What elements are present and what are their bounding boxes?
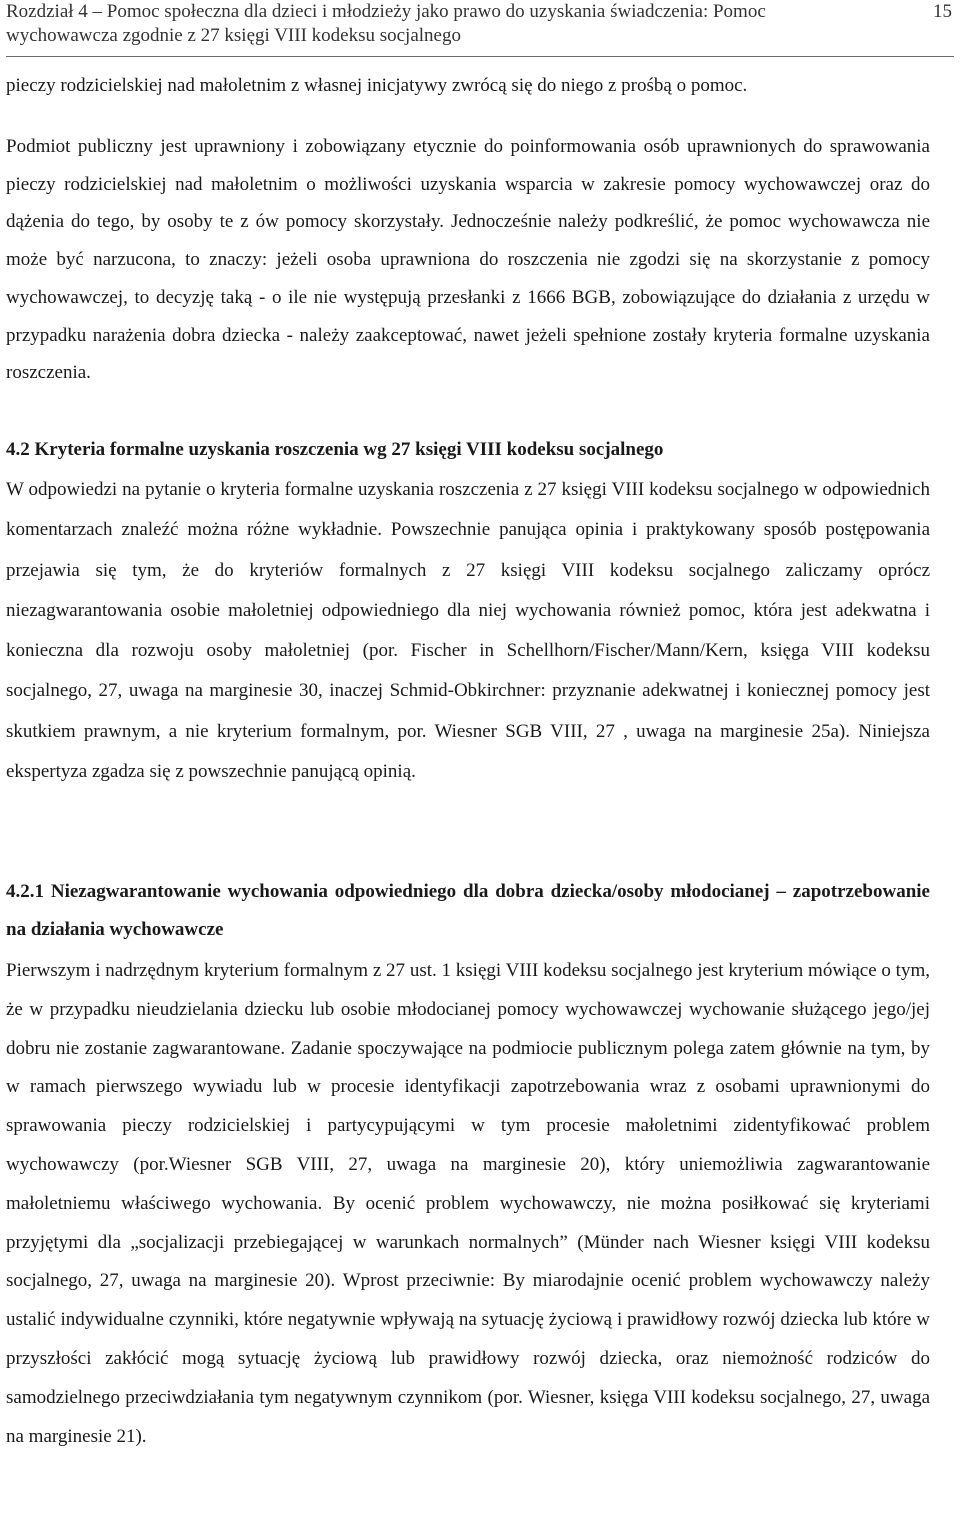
section-heading-4-2: 4.2 Kryteria formalne uzyskania roszczenia wg 27 księgi VIII kodeksu socjalnego — [6, 439, 664, 460]
heading-4-2-1-block — [6, 873, 930, 949]
paragraph-kryteria-formalne: W odpowiedzi na pytanie o kryteria formalne uzyskania roszczenia z 27 księgi VIII kodeksu socjalnego w odpowiednich komentarzach znaleźć można różne wykładnie. Powszechnie panująca opinia i praktykowany sposób postępowania przejawia się tym, że do kryteriów formalnych z 27 księgi VIII kodeksu socjalnego zaliczamy oprócz niezagwarantowania osobie małoletniej odpowiedniego dla niej wychowania również pomoc, która jest adekwatna i konieczna dla rozwoju osoby małoletniej (por. Fischer in Schellhorn/Fischer/Mann/Kern, księga VIII kodeksu socjalnego, 27, uwaga na marginesie 30, inaczej Schmid-Obkirchner: przyznanie adekwatnej i koniecznej pomocy jest skutkiem prawnym, a nie kryterium formalnym, por. Wiesner SGB VIII, 27 , uwaga na marginesie 25a). Niniejsza ekspertyza zgadza się z powszechnie panującą opinią. — [6, 479, 930, 783]
running-header — [6, 0, 886, 48]
chapter-title-line-2: wychowawcza zgodnie z 27 księgi VIII kodeksu socjalnego — [6, 25, 461, 46]
page-number: 15 — [933, 1, 952, 22]
header-divider — [6, 56, 954, 57]
chapter-title-line-1: Rozdział 4 – Pomoc społeczna dla dzieci i młodzieży jako prawo do uzyskania świadczenia: Pomoc — [6, 1, 766, 22]
section-heading-4-2-1: 4.2.1 Niezagwarantowanie wychowania odpowiedniego dla dobra dziecka/osoby młodocianej – zapotrzebowanie na działania wychowawcze — [6, 881, 930, 940]
heading-4-2-block — [6, 432, 930, 468]
paragraph-continuation-block — [6, 74, 930, 98]
paragraph-podmiot-block — [6, 128, 930, 392]
paragraph-continuation: pieczy rodzicielskiej nad małoletnim z własnej inicjatywy zwrócą się do niego z prośbą o pomoc. — [6, 75, 748, 96]
paragraph-pierwszym-kryterium: Pierwszym i nadrzędnym kryterium formalnym z 27 ust. 1 księgi VIII kodeksu socjalnego jest kryterium mówiące o tym, że w przypadku nieudzielania dziecku lub osobie młodocianej pomocy wychowawczej wychowanie służącego jego/jej dobru nie zostanie zagwarantowane. Zadanie spoczywające na podmiocie publicznym polega zatem głównie na tym, by w ramach pierwszego wywiadu lub w procesie identyfikacji zapotrzebowania wraz z osobami uprawnionymi do sprawowania pieczy rodzicielskiej i partycypującymi w tym procesie małoletnimi zidentyfikować problem wychowawczy (por.Wiesner SGB VIII, 27, uwaga na marginesie 20), który uniemożliwia zagwarantowanie małoletniemu właściwego wychowania. By ocenić problem wychowawczy, nie można posiłkować się kryteriami przyjętymi dla „socjalizacji przebiegającej w warunkach normalnych” (Münder nach Wiesner księgi VIII kodeksu socjalnego, 27, uwaga na marginesie 20). Wprost przeciwnie: By miarodajnie ocenić problem wychowawczy należy ustalić indywidualne czynniki, które negatywnie wpływają na sytuację życiową i prawidłowy rozwój dziecka lub które w przyszłości zakłócić mogą sytuację życiową lub prawidłowy rozwój dziecka, oraz niemożność rodziców do samodzielnego przeciwdziałania tym negatywnym czynnikom (por. Wiesner, księga VIII kodeksu socjalnego, 27, uwaga na marginesie 21). — [6, 960, 930, 1447]
paragraph-kryteria-block — [6, 470, 930, 792]
paragraph-podmiot-publiczny: Podmiot publiczny jest uprawniony i zobowiązany etycznie do poinformowania osób uprawnionych do sprawowania pieczy rodzicielskiej nad małoletnim o możliwości uzyskania wsparcia w zakresie pomocy wychowawczej oraz do dążenia do tego, by osoby te z ów pomocy skorzystały. Jednocześnie należy podkreślić, że pomoc wychowawcza nie może być narzucona, to znaczy: jeżeli osoba uprawniona do roszczenia nie zgodzi się na skorzystanie z pomocy wychowawczej, to decyzję taką - o ile nie występują przesłanki z 1666 BGB, zobowiązujące do działania z urzędu w przypadku narażenia dobra dziecka - należy zaakceptować, nawet jeżeli spełnione zostały kryteria formalne uzyskania roszczenia. — [6, 136, 930, 384]
paragraph-pierwszym-block — [6, 952, 930, 1456]
